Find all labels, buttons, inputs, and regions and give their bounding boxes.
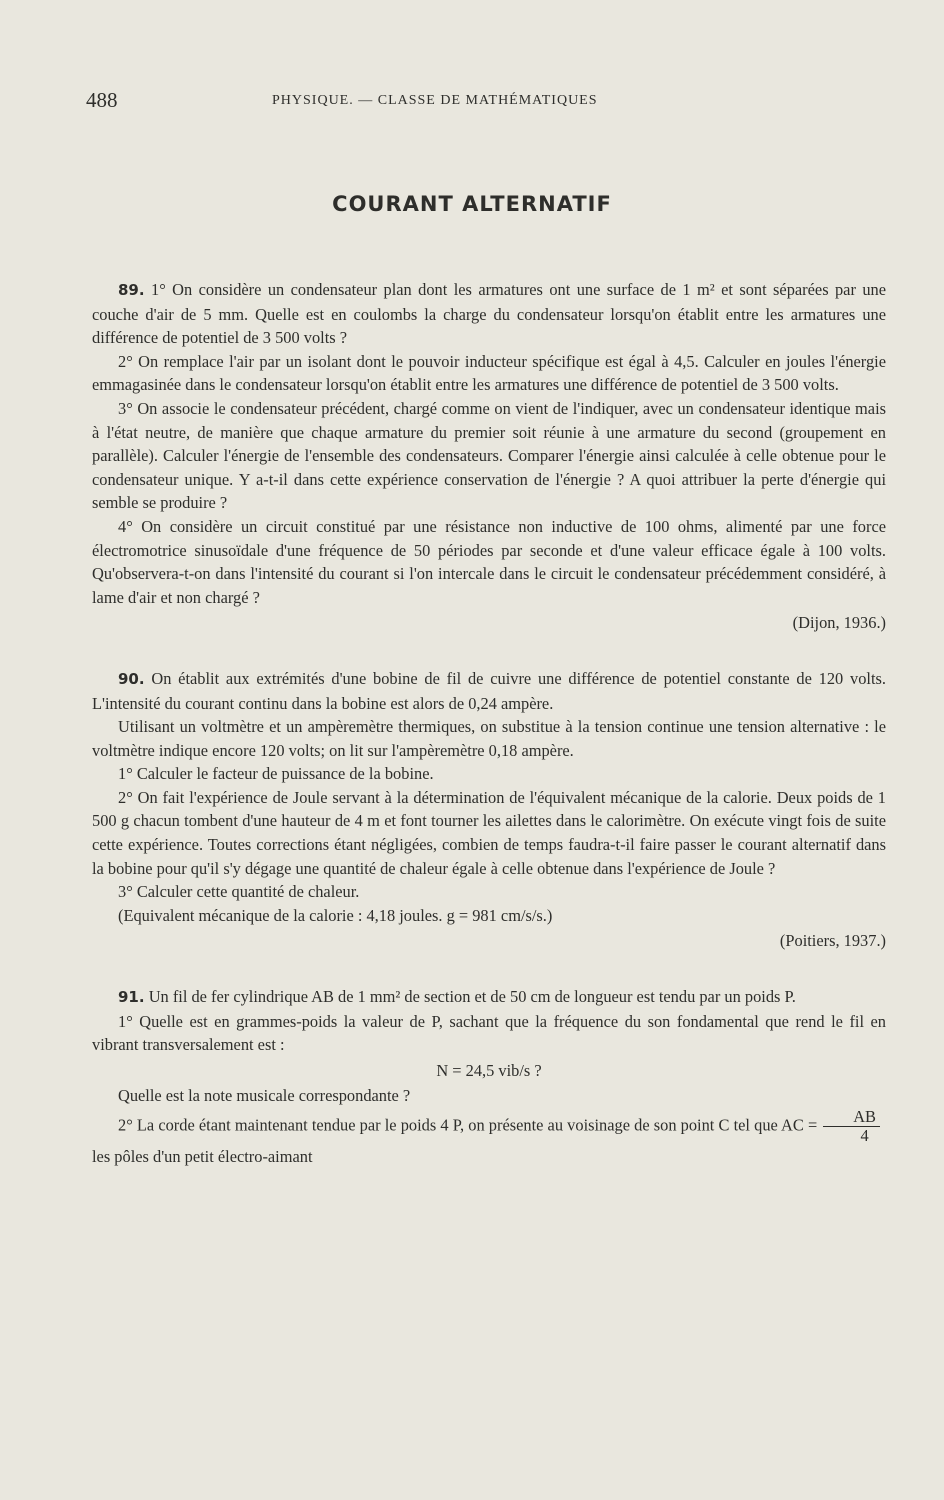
- equation-lhs: AC =: [781, 1115, 818, 1135]
- fraction-denominator: 4: [860, 1126, 869, 1145]
- exercise-90-part-4: 2° On fait l'expérience de Joule servant à la détermination de l'équivalent mécanique de la calorie. Deux poids de 1 500 g chacun tombent d'une hauteur de 4 m et font tourner les ailettes dans le calorimètre. On exécute vingt fois de suite cette expérience. Toutes corrections étant négligées, combien de temps faudra-t-il faire passer le courant alternatif dans la bobine pour qu'il s'y dégage une quantité de chaleur égale à celle obtenue dans l'expérience de Joule ?: [92, 787, 886, 878]
- exercise-number: 90.: [118, 669, 145, 688]
- exercise-number: 89.: [118, 281, 145, 299]
- paragraph-text: Un fil de fer cylindrique AB de 1 mm² de section et de 50 cm de longueur est tendu par un poids P.: [148, 987, 796, 1007]
- exercise-90-part-6: (Equivalent mécanique de la calorie : 4,18 joules. g = 981 cm/s/s.): [118, 905, 553, 925]
- exercise-89-part-3: 3° On associe le condensateur précédent, chargé comme on vient de l'indiquer, avec un condensateur identique mais à l'état neutre, de manière que chaque armature du premier soit réunie à une armature du second (groupement en parallèle). Calculer l'énergie de l'ensemble des condensateurs. Comparer l'énergie ainsi calculée à celle obtenue pour le condensateur unique. Y a-t-il dans cette expérience conservation de l'énergie ? A quoi attribuer la perte d'énergie qui semble se produire ?: [92, 398, 886, 513]
- exercise-91-part-4: [92, 1108, 886, 1169]
- paragraph-text: 2° La corde étant maintenant tendue par le poids 4 P, on présente au voisinage de son point C tel que: [118, 1115, 778, 1135]
- exercise-number: 91.: [118, 988, 145, 1007]
- exercise-90-source: (Poitiers, 1937.): [779, 931, 886, 951]
- paragraph-text: On établit aux extrémités d'une bobine de fil de cuivre une différence de potentiel constante de 120 volts. L'intensité du courant continu dans la bobine est alors de 0,24 ampère.: [92, 668, 886, 713]
- paragraph-text: 1° On considère un condensateur plan dont les armatures ont une surface de 1 m² et sont séparées par une couche d'air de 5 mm. Quelle est en coulombs la charge du condensateur lorsqu'on établit entre les armatures une différence de potentiel de 3 500 volts ?: [92, 280, 886, 348]
- paragraph-text-end: les pôles d'un petit électro-aimant: [92, 1147, 313, 1166]
- exercise-89-source: (Dijon, 1936.): [792, 613, 886, 633]
- formula-frequency: N = 24,5 vib/s ?: [436, 1060, 542, 1080]
- fraction: [823, 1108, 880, 1145]
- running-head: PHYSIQUE. — CLASSE DE MATHÉMATIQUES: [272, 93, 598, 108]
- exercise-89-part-1: [92, 278, 886, 350]
- exercise-91-part-3: Quelle est la note musicale correspondante ?: [118, 1086, 411, 1106]
- exercise-89-part-4: 4° On considère un circuit constitué par une résistance non inductive de 100 ohms, alimenté par une force électromotrice sinusoïdale d'une fréquence de 50 périodes par seconde et d'une valeur efficace égale à 100 volts. Qu'observera-t-on dans l'intensité du courant si l'on intercale dans le circuit le condensateur précédemment considéré, à lame d'air et non chargé ?: [92, 516, 886, 607]
- exercise-89-part-2: 2° On remplace l'air par un isolant dont le pouvoir inducteur spécifique est égal à 4,5. Calculer en joules l'énergie emmagasinée dans le condensateur lorsqu'on établit entre les armatures une différence de potentiel de 3 500 volts.: [92, 351, 886, 395]
- text-body: [92, 278, 886, 1169]
- exercise-91-part-1: [92, 985, 886, 1010]
- section-title: COURANT ALTERNATIF: [332, 192, 612, 216]
- fraction-numerator: AB: [823, 1108, 880, 1127]
- exercise-90-part-3: 1° Calculer le facteur de puissance de la bobine.: [118, 764, 434, 784]
- page-number: 488: [86, 88, 118, 112]
- exercise-90-part-1: [92, 667, 886, 715]
- page-header: [86, 88, 886, 118]
- exercise-91-part-2: 1° Quelle est en grammes-poids la valeur de P, sachant que la fréquence du son fondamental que rend le fil en vibrant transversalement est :: [92, 1011, 886, 1055]
- exercise-90-part-2: Utilisant un voltmètre et un ampèremètre thermiques, on substitue à la tension continue une tension alternative : le voltmètre indique encore 120 volts; on lit sur l'ampèremètre 0,18 ampère.: [92, 717, 886, 760]
- exercise-90-part-5: 3° Calculer cette quantité de chaleur.: [118, 882, 360, 902]
